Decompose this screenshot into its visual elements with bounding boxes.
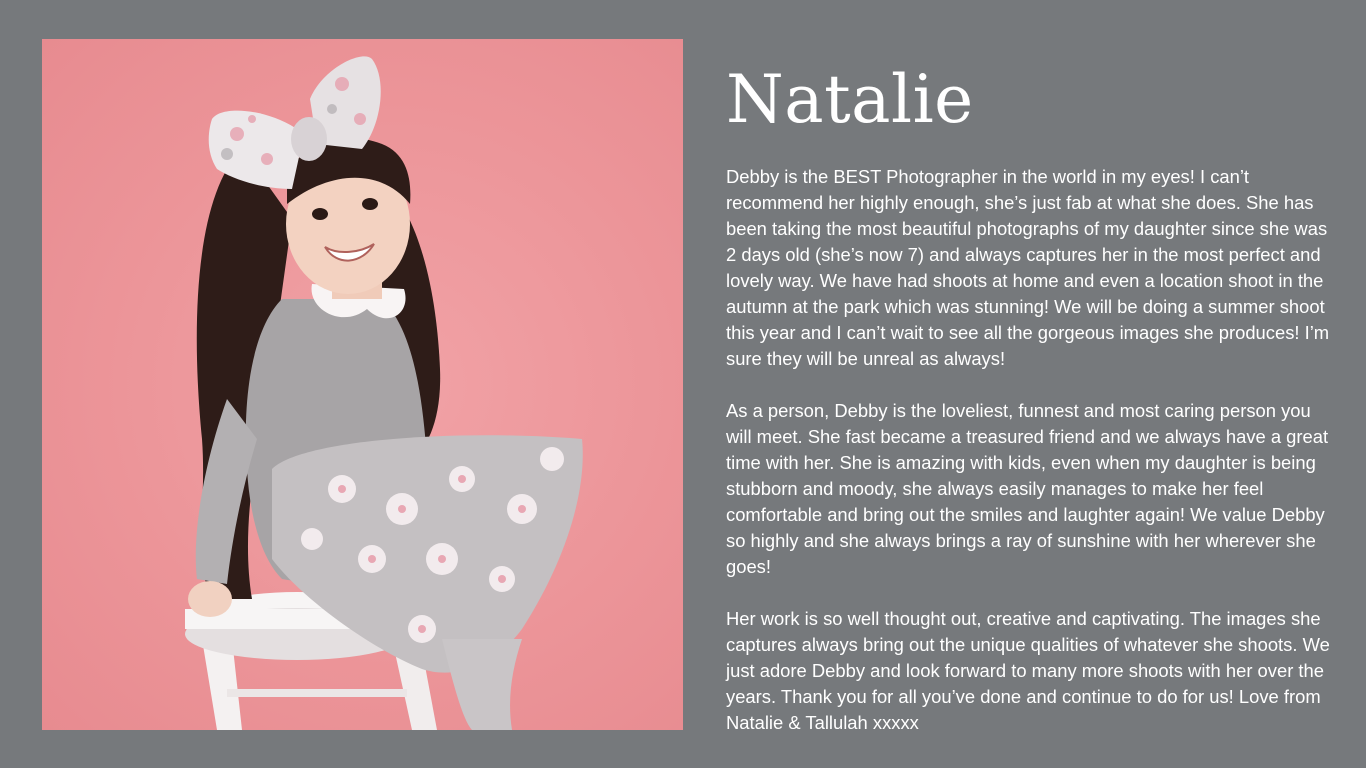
portrait-photo bbox=[42, 39, 683, 730]
testimonial-name: Natalie bbox=[726, 61, 974, 138]
girl-on-stool-illustration bbox=[42, 39, 683, 730]
legs bbox=[442, 639, 522, 730]
testimonial-paragraph-3: Her work is so well thought out, creative and captivating. The images she captures always bring out the unique qualities of whatever she shoots. We just adore Debby and look forward to many more shoots with her over the years. Thank you for all you’ve done and continue to do for us! Love from Natalie & Tallulah xxxxx bbox=[726, 608, 1330, 733]
testimonial-content bbox=[726, 58, 1336, 762]
hand bbox=[188, 581, 232, 617]
testimonial-paragraph-1: Debby is the BEST Photographer in the world in my eyes! I can’t recommend her highly enough, she’s just fab at what she does. She has been taking the most beautiful photographs of my daughter since she was 2 days old (she’s now 7) and always captures her in the most perfect and lovely way. We have had shoots at home and even a location shoot in the autumn at the park which was stunning! We will be doing a summer shoot this year and I can’t wait to see all the gorgeous images she produces! I’m sure they will be unreal as always! bbox=[726, 166, 1330, 369]
testimonial-paragraph-2: As a person, Debby is the loveliest, funnest and most caring person you will meet. She fast became a treasured friend and we always have a great time with her. She is amazing with kids, even when my daughter is being stubborn and moody, she always easily manages to make her feel comfortable and bring out the smiles and laughter again! We value Debby so highly and she always brings a ray of sunshine with her wherever she goes! bbox=[726, 400, 1329, 577]
